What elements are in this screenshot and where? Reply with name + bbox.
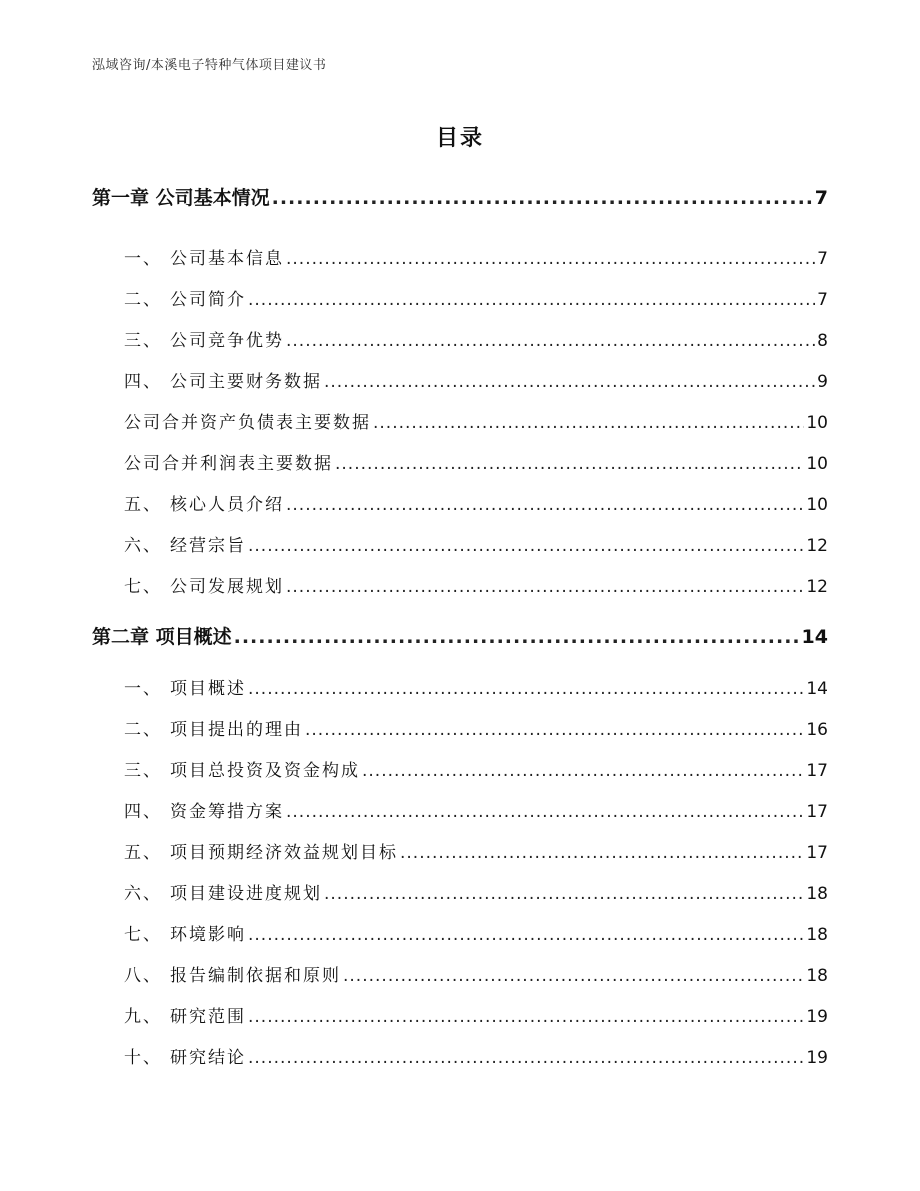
- toc-entry[interactable]: [0, 1043, 920, 1071]
- toc-title: 目录: [435, 126, 484, 151]
- toc-entry-label: 公司简介: [170, 290, 246, 310]
- toc-entry[interactable]: [0, 674, 920, 702]
- toc-leader-dots: [248, 925, 804, 945]
- toc-entry-label: 研究范围: [170, 1007, 246, 1027]
- toc-page-number: 14: [801, 626, 828, 648]
- toc-leader-dots: [248, 679, 804, 699]
- toc-entry[interactable]: [0, 1002, 920, 1030]
- toc-leader-dots: [324, 372, 815, 392]
- toc-entry-label: 报告编制依据和原则: [170, 966, 341, 986]
- toc-leader-dots: [286, 577, 804, 597]
- toc-entry-label: 项目总投资及资金构成: [170, 761, 360, 781]
- toc-page-number: 7: [817, 249, 828, 269]
- toc-page-number: 12: [806, 536, 828, 556]
- toc-page-number: 18: [806, 884, 828, 904]
- toc-entry-label: 公司合并资产负债表主要数据: [124, 413, 371, 433]
- toc-entry-number: 四、: [124, 802, 162, 822]
- toc-leader-dots: [234, 626, 800, 648]
- page-header: 泓域咨询/本溪电子特种气体项目建议书: [92, 58, 327, 73]
- toc-entry[interactable]: [0, 449, 920, 477]
- toc-entry-number: 七、: [124, 925, 162, 945]
- toc-entry-label: 项目概述: [170, 679, 246, 699]
- toc-entry-number: 三、: [124, 331, 162, 351]
- toc-page-number: 10: [806, 454, 828, 474]
- toc-leader-dots: [343, 966, 804, 986]
- toc-entry-label: 公司合并利润表主要数据: [124, 454, 333, 474]
- toc-entry[interactable]: [0, 531, 920, 559]
- toc-entry[interactable]: [0, 285, 920, 313]
- toc-page-number: 17: [806, 761, 828, 781]
- toc-entry[interactable]: [0, 490, 920, 518]
- toc-entry-label: 项目预期经济效益规划目标: [170, 843, 398, 863]
- toc-entry-number: 九、: [124, 1007, 162, 1027]
- toc-leader-dots: [373, 413, 804, 433]
- toc-entry[interactable]: [0, 715, 920, 743]
- toc-leader-dots: [248, 290, 815, 310]
- toc-leader-dots: [286, 495, 804, 515]
- toc-chapter-label: 第二章 项目概述: [92, 626, 232, 648]
- toc-entry-label: 经营宗旨: [170, 536, 246, 556]
- toc-leader-dots: [248, 536, 804, 556]
- toc-page-number: 10: [806, 413, 828, 433]
- toc-entry[interactable]: [0, 408, 920, 436]
- toc-page-number: 7: [814, 187, 828, 209]
- toc-entry-number: 七、: [124, 577, 162, 597]
- toc-page-number: 17: [806, 843, 828, 863]
- toc-page-number: 8: [817, 331, 828, 351]
- toc-entry-label: 公司发展规划: [170, 577, 284, 597]
- toc-entry[interactable]: [0, 797, 920, 825]
- toc-entry-label: 项目建设进度规划: [170, 884, 322, 904]
- toc-entry-number: 一、: [124, 679, 162, 699]
- toc-entry[interactable]: [0, 326, 920, 354]
- toc-page-number: 14: [806, 679, 828, 699]
- toc-entry-label: 研究结论: [170, 1048, 246, 1068]
- toc-leader-dots: [248, 1048, 804, 1068]
- toc-entry-number: 六、: [124, 536, 162, 556]
- toc-page-number: 18: [806, 925, 828, 945]
- toc-entry-label: 公司主要财务数据: [170, 372, 322, 392]
- toc-entry[interactable]: [0, 244, 920, 272]
- toc-leader-dots: [248, 1007, 804, 1027]
- toc-leader-dots: [286, 331, 815, 351]
- toc-entry[interactable]: [0, 838, 920, 866]
- toc-chapter-1[interactable]: [0, 183, 920, 211]
- toc-page-number: 19: [806, 1048, 828, 1068]
- toc-entry-number: 三、: [124, 761, 162, 781]
- toc-entry-number: 四、: [124, 372, 162, 392]
- toc-entry-number: 二、: [124, 290, 162, 310]
- toc-page-number: 17: [806, 802, 828, 822]
- toc-entry-label: 项目提出的理由: [170, 720, 303, 740]
- toc-leader-dots: [286, 249, 815, 269]
- toc-leader-dots: [272, 187, 813, 209]
- toc-leader-dots: [362, 761, 804, 781]
- toc-entry-number: 一、: [124, 249, 162, 269]
- toc-entry[interactable]: [0, 572, 920, 600]
- toc-leader-dots: [305, 720, 804, 740]
- toc-entry-label: 公司竞争优势: [170, 331, 284, 351]
- toc-entry-number: 十、: [124, 1048, 162, 1068]
- toc-entry[interactable]: [0, 920, 920, 948]
- toc-entry[interactable]: [0, 879, 920, 907]
- toc-entry-number: 五、: [124, 843, 162, 863]
- toc-page-number: 9: [817, 372, 828, 392]
- toc-leader-dots: [324, 884, 804, 904]
- toc-page-number: 16: [806, 720, 828, 740]
- toc-entry[interactable]: [0, 367, 920, 395]
- toc-chapter-2[interactable]: [0, 622, 920, 650]
- toc-page-number: 7: [817, 290, 828, 310]
- toc-entry-label: 公司基本信息: [170, 249, 284, 269]
- toc-page-number: 12: [806, 577, 828, 597]
- toc-entry-number: 五、: [124, 495, 162, 515]
- toc-entry-number: 六、: [124, 884, 162, 904]
- toc-entry-label: 核心人员介绍: [170, 495, 284, 515]
- toc-entry-number: 八、: [124, 966, 162, 986]
- toc-leader-dots: [286, 802, 804, 822]
- toc-chapter-label: 第一章 公司基本情况: [92, 187, 270, 209]
- toc-page-number: 19: [806, 1007, 828, 1027]
- toc-entry[interactable]: [0, 756, 920, 784]
- toc-entry-label: 资金筹措方案: [170, 802, 284, 822]
- toc-entry[interactable]: [0, 961, 920, 989]
- toc-leader-dots: [335, 454, 804, 474]
- toc-entry-label: 环境影响: [170, 925, 246, 945]
- toc-entry-number: 二、: [124, 720, 162, 740]
- toc-page-number: 10: [806, 495, 828, 515]
- toc-page-number: 18: [806, 966, 828, 986]
- toc-leader-dots: [400, 843, 804, 863]
